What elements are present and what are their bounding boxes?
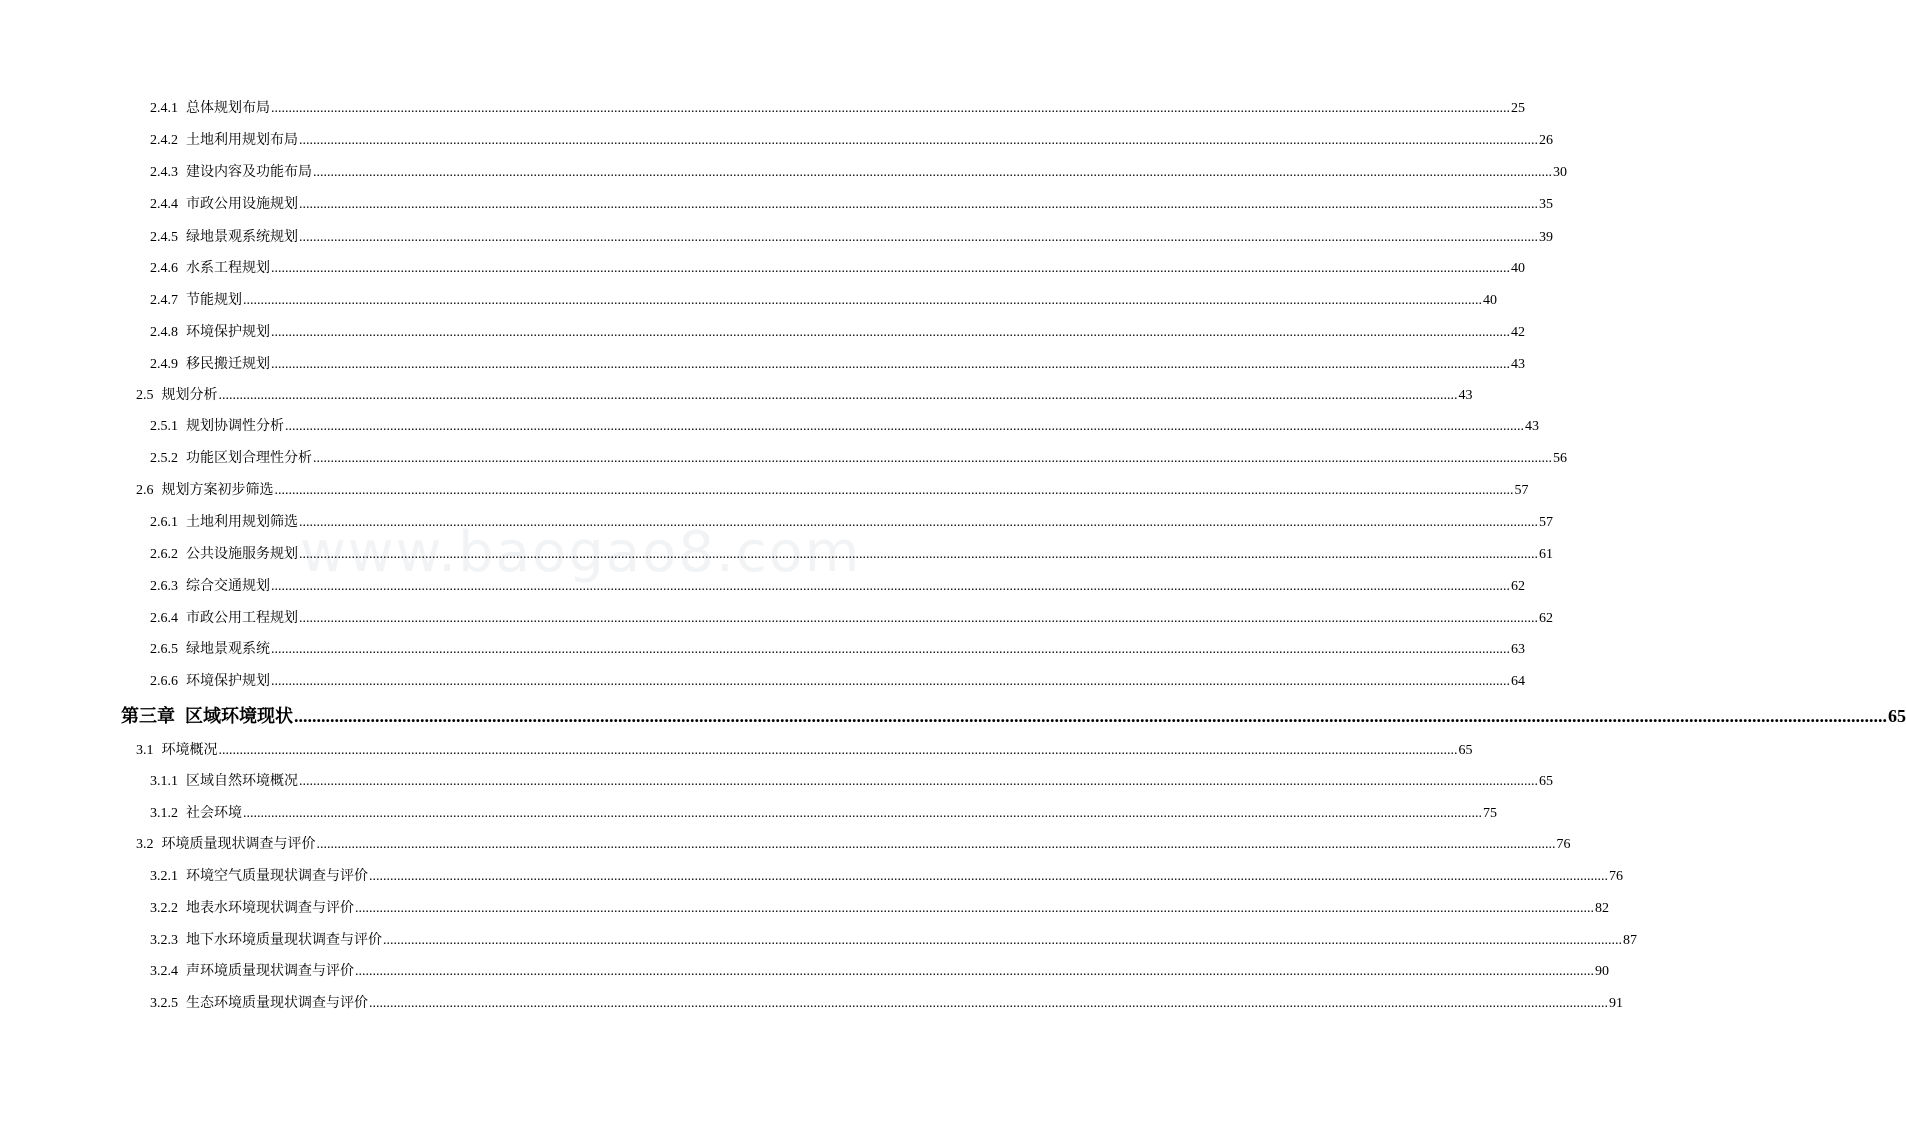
toc-entry-number: 2.4.4: [150, 197, 178, 212]
toc-entry-number: 3.2.4: [150, 964, 178, 979]
toc-entry-title: 区域环境现状: [185, 706, 293, 727]
toc-entry-title: 环境空气质量现状调查与评价: [186, 868, 368, 884]
toc-entry-number: 3.2.2: [150, 901, 178, 916]
toc-entry-title: 水系工程规划: [186, 260, 270, 276]
toc-entry-number: 3.1: [136, 743, 154, 758]
toc-entry-number: 3.1.1: [150, 774, 178, 789]
toc-dot-leader: [271, 260, 1510, 278]
toc-entry-title: 功能区划合理性分析: [186, 450, 312, 466]
toc-dot-leader: [313, 164, 1552, 182]
toc-entry-number: 2.4.3: [150, 165, 178, 180]
toc-entry-number: 3.2.3: [150, 933, 178, 948]
toc-dot-leader: [369, 995, 1608, 1013]
toc-entry-title: 移民搬迁规划: [186, 356, 270, 372]
toc-entry-page-number: 42: [1511, 325, 1525, 340]
toc-entry[interactable]: [150, 772, 1553, 791]
toc-entry[interactable]: [150, 228, 1553, 247]
toc-entry-number: 2.4.2: [150, 133, 178, 148]
toc-entry[interactable]: [150, 259, 1525, 278]
toc-entry[interactable]: [150, 867, 1623, 886]
toc-entry-page-number: 76: [1609, 869, 1623, 884]
toc-entry-title: 社会环境: [186, 805, 242, 821]
toc-dot-leader: [275, 482, 1514, 500]
toc-entry-number: 2.5.2: [150, 451, 178, 466]
toc-entry-title: 地下水环境质量现状调查与评价: [186, 932, 382, 948]
toc-entry-title: 区域自然环境概况: [186, 773, 298, 789]
toc-entry[interactable]: [136, 481, 1529, 500]
toc-dot-leader: [294, 705, 1887, 727]
toc-entry[interactable]: [150, 994, 1623, 1013]
toc-dot-leader: [299, 132, 1538, 150]
toc-entry-page-number: 25: [1511, 101, 1525, 116]
toc-entry-number: 2.6: [136, 483, 154, 498]
toc-entry[interactable]: [150, 640, 1525, 659]
toc-entry[interactable]: [150, 417, 1539, 436]
toc-entry[interactable]: [150, 131, 1553, 150]
toc-entry-number: 2.6.4: [150, 611, 178, 626]
toc-dot-leader: [299, 546, 1538, 564]
toc-entry-title: 市政公用工程规划: [186, 610, 298, 626]
toc-entry[interactable]: [150, 804, 1497, 823]
toc-entry-page-number: 56: [1553, 451, 1567, 466]
toc-dot-leader: [271, 100, 1510, 118]
toc-entry-number: 3.2.5: [150, 996, 178, 1011]
toc-entry-title: 规划协调性分析: [186, 418, 284, 434]
toc-entry-number: 2.6.5: [150, 642, 178, 657]
toc-entry-number: 第三章: [121, 706, 175, 726]
toc-entry-title: 生态环境质量现状调查与评价: [186, 995, 368, 1011]
toc-entry-title: 建设内容及功能布局: [186, 164, 312, 180]
toc-dot-leader: [299, 514, 1538, 532]
toc-entry-title: 绿地景观系统规划: [186, 229, 298, 245]
toc-entry-page-number: 40: [1511, 261, 1525, 276]
toc-entry[interactable]: [136, 835, 1571, 854]
toc-dot-leader: [243, 805, 1482, 823]
toc-entry-number: 2.4.7: [150, 293, 178, 308]
toc-entry[interactable]: [150, 545, 1553, 564]
toc-entry[interactable]: [150, 163, 1567, 182]
toc-dot-leader: [219, 387, 1458, 405]
toc-entry[interactable]: [150, 355, 1525, 374]
toc-dot-leader: [299, 610, 1538, 628]
toc-chapter-entry[interactable]: [121, 705, 1906, 728]
toc-entry-number: 2.4.6: [150, 261, 178, 276]
toc-entry-number: 2.6.1: [150, 515, 178, 530]
toc-dot-leader: [313, 450, 1552, 468]
toc-entry-title: 总体规划布局: [186, 100, 270, 116]
toc-entry-page-number: 30: [1553, 165, 1567, 180]
toc-entry-title: 环境保护规划: [186, 673, 270, 689]
toc-entry-page-number: 63: [1511, 642, 1525, 657]
toc-dot-leader: [299, 229, 1538, 247]
toc-entry-page-number: 57: [1539, 515, 1553, 530]
toc-entry-page-number: 61: [1539, 547, 1553, 562]
toc-entry-page-number: 91: [1609, 996, 1623, 1011]
toc-dot-leader: [271, 356, 1510, 374]
toc-entry-title: 土地利用规划布局: [186, 132, 298, 148]
toc-entry-number: 2.5.1: [150, 419, 178, 434]
toc-entry-page-number: 43: [1525, 419, 1539, 434]
toc-entry-page-number: 65: [1458, 743, 1473, 758]
toc-entry-page-number: 35: [1539, 197, 1553, 212]
toc-entry-number: 2.4.8: [150, 325, 178, 340]
toc-dot-leader: [271, 641, 1510, 659]
toc-dot-leader: [271, 324, 1510, 342]
toc-entry-page-number: 26: [1539, 133, 1553, 148]
toc-entry-number: 3.2.1: [150, 869, 178, 884]
toc-entry[interactable]: [150, 195, 1553, 214]
toc-entry-title: 市政公用设施规划: [186, 196, 298, 212]
toc-entry-number: 2.5: [136, 388, 154, 403]
toc-entry-number: 2.4.9: [150, 357, 178, 372]
toc-entry-page-number: 64: [1511, 674, 1525, 689]
toc-entry-title: 土地利用规划筛选: [186, 514, 298, 530]
toc-entry[interactable]: [150, 449, 1567, 468]
toc-entry[interactable]: [150, 962, 1609, 981]
toc-dot-leader: [271, 578, 1510, 596]
toc-entry-page-number: 40: [1483, 293, 1497, 308]
toc-dot-leader: [271, 673, 1510, 691]
toc-entry[interactable]: [136, 386, 1473, 405]
toc-entry-page-number: 39: [1539, 230, 1553, 245]
toc-dot-leader: [299, 773, 1538, 791]
toc-dot-leader: [369, 868, 1608, 886]
toc-entry-number: 2.6.6: [150, 674, 178, 689]
toc-entry-title: 综合交通规划: [186, 578, 270, 594]
toc-entry-title: 规划方案初步筛选: [161, 482, 274, 498]
toc-entry-title: 声环境质量现状调查与评价: [186, 963, 354, 979]
toc-entry-title: 节能规划: [186, 292, 242, 308]
toc-entry[interactable]: [150, 931, 1637, 950]
toc-entry-number: 2.4.1: [150, 101, 178, 116]
toc-entry-page-number: 43: [1458, 388, 1473, 403]
toc-entry-page-number: 57: [1514, 483, 1529, 498]
toc-entry-title: 环境质量现状调查与评价: [161, 836, 316, 852]
toc-entry-page-number: 62: [1539, 611, 1553, 626]
toc-entry[interactable]: [150, 291, 1497, 310]
toc-entry[interactable]: [150, 577, 1525, 596]
toc-entry-page-number: 82: [1595, 901, 1609, 916]
toc-dot-leader: [285, 418, 1524, 436]
toc-entry-number: 2.4.5: [150, 230, 178, 245]
toc-entry[interactable]: [150, 899, 1609, 918]
toc-entry[interactable]: [150, 323, 1525, 342]
toc-entry-title: 地表水环境现状调查与评价: [186, 900, 354, 916]
toc-entry-page-number: 43: [1511, 357, 1525, 372]
toc-dot-leader: [299, 196, 1538, 214]
toc-entry-title: 规划分析: [161, 387, 218, 403]
toc-entry-title: 环境概况: [161, 742, 218, 758]
toc-entry-page-number: 90: [1595, 964, 1609, 979]
toc-entry[interactable]: [150, 513, 1553, 532]
toc-dot-leader: [243, 292, 1482, 310]
toc-entry[interactable]: [150, 609, 1553, 628]
toc-entry-page-number: 65: [1539, 774, 1553, 789]
toc-entry-title: 公共设施服务规划: [186, 546, 298, 562]
toc-entry-number: 2.6.2: [150, 547, 178, 562]
toc-dot-leader: [317, 836, 1556, 854]
toc-entry[interactable]: [150, 99, 1525, 118]
toc-entry-page-number: 75: [1483, 806, 1497, 821]
toc-entry-page-number: 62: [1511, 579, 1525, 594]
toc-entry-number: 3.1.2: [150, 806, 178, 821]
toc-entry-page-number: 65: [1888, 706, 1906, 726]
toc-entry[interactable]: [150, 672, 1525, 691]
toc-dot-leader: [383, 932, 1622, 950]
toc-entry-title: 绿地景观系统: [186, 641, 270, 657]
toc-entry-number: 3.2: [136, 837, 154, 852]
toc-dot-leader: [355, 963, 1594, 981]
toc-dot-leader: [355, 900, 1594, 918]
watermark: www.baogao8.com: [300, 520, 862, 585]
toc-entry-title: 环境保护规划: [186, 324, 270, 340]
toc-dot-leader: [219, 742, 1458, 760]
toc-entry-page-number: 76: [1556, 837, 1571, 852]
toc-entry-page-number: 87: [1623, 933, 1637, 948]
toc-entry[interactable]: [136, 741, 1473, 760]
toc-entry-number: 2.6.3: [150, 579, 178, 594]
